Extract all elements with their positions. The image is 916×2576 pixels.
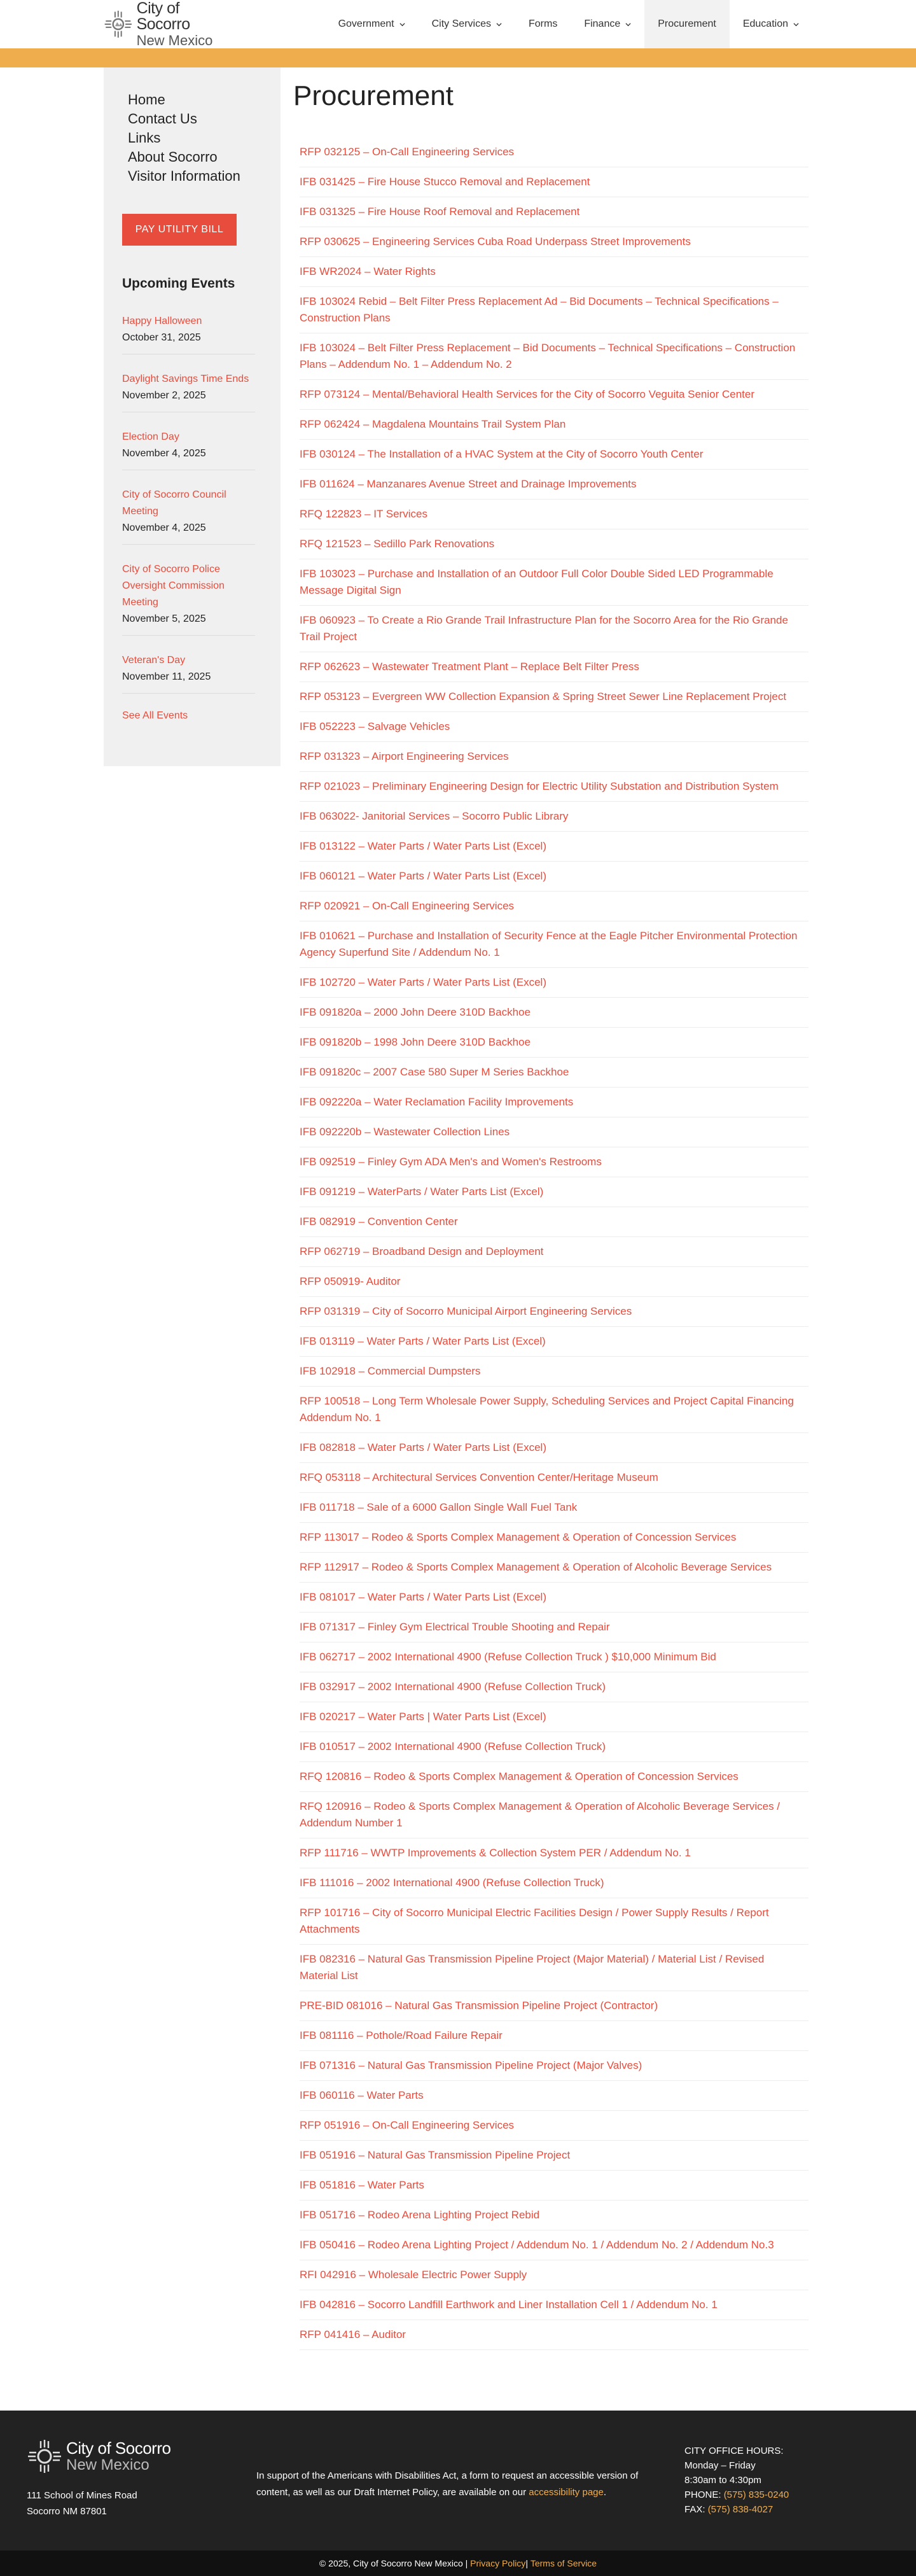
sidebar <box>104 67 281 766</box>
footer-ada-notice <box>256 2468 651 2501</box>
ada-text: In support of the Americans with Disabilities Act, a form to request an accessible version of content, as well as our Draft Internet Policy, are available on our <box>256 2470 639 2498</box>
event-item <box>122 429 255 470</box>
logo-text <box>137 1 218 48</box>
procurement-link[interactable]: IFB 091820b – 1998 John Deere 310D Backhoe <box>300 1036 531 1048</box>
main-nav <box>325 0 812 48</box>
nav-procurement[interactable] <box>644 0 730 48</box>
fax-label: FAX: <box>684 2504 708 2515</box>
sidebar-nav <box>128 90 240 186</box>
procurement-link[interactable]: IFB 051716 – Rodeo Arena Lighting Project Rebid <box>300 2209 540 2221</box>
event-title-link[interactable]: Happy Halloween <box>122 316 202 326</box>
procurement-link[interactable]: IFB 111016 – 2002 International 4900 (Refuse Collection Truck) <box>300 1877 604 1889</box>
event-date: October 31, 2025 <box>122 332 201 343</box>
chevron-down-icon <box>793 22 799 27</box>
hours-days: Monday – Friday <box>684 2460 756 2471</box>
address-line-2: Socorro NM 87801 <box>27 2506 107 2517</box>
procurement-item <box>300 998 808 1028</box>
procurement-link[interactable]: PRE-BID 081016 – Natural Gas Transmission Pipeline Project (Contractor) <box>300 1999 658 2012</box>
procurement-link[interactable]: RFP 031319 – City of Socorro Municipal Airport Engineering Services <box>300 1305 632 1317</box>
procurement-item <box>300 380 808 410</box>
procurement-item <box>300 410 808 440</box>
procurement-link[interactable]: RFP 020921 – On-Call Engineering Services <box>300 900 515 912</box>
procurement-link[interactable]: IFB 031325 – Fire House Roof Removal and Replacement <box>300 206 580 218</box>
procurement-item <box>300 1028 808 1058</box>
procurement-link[interactable]: IFB 082818 – Water Parts / Water Parts List (Excel) <box>300 1441 546 1453</box>
hours-time: 8:30am to 4:30pm <box>684 2475 761 2486</box>
event-item <box>122 652 255 694</box>
procurement-item <box>300 1357 808 1387</box>
procurement-item <box>300 2171 808 2201</box>
procurement-link[interactable]: IFB 103024 – Belt Filter Press Replacement – Bid Documents – Technical Specifications – Construction Plans – Addendum No. 1 – Addendum No. 2 <box>300 342 796 370</box>
procurement-item <box>300 1838 808 1868</box>
procurement-item <box>300 968 808 998</box>
procurement-link[interactable]: RFP 062623 – Wastewater Treatment Plant – Replace Belt Filter Press <box>300 661 639 673</box>
procurement-item <box>300 1117 808 1147</box>
event-item <box>122 487 255 545</box>
nav-city-services[interactable] <box>419 0 515 48</box>
procurement-link[interactable]: IFB 013122 – Water Parts / Water Parts List (Excel) <box>300 840 546 852</box>
procurement-link[interactable]: IFB 071316 – Natural Gas Transmission Pipeline Project (Major Valves) <box>300 2059 642 2071</box>
separator: | <box>525 2558 528 2568</box>
procurement-link[interactable]: RFP 053123 – Evergreen WW Collection Expansion & Spring Street Sewer Line Replacement Project <box>300 690 787 703</box>
procurement-link[interactable]: RFP 041416 – Auditor <box>300 2328 406 2341</box>
procurement-link[interactable]: IFB 081017 – Water Parts / Water Parts List (Excel) <box>300 1591 546 1603</box>
pay-utility-bill-button[interactable]: PAY UTILITY BILL <box>122 214 237 246</box>
see-all-events-link[interactable]: See All Events <box>122 710 188 721</box>
procurement-link[interactable]: IFB 091219 – WaterParts / Water Parts List (Excel) <box>300 1186 544 1198</box>
procurement-item <box>300 2111 808 2141</box>
procurement-item <box>300 1297 808 1327</box>
procurement-link[interactable]: IFB 010621 – Purchase and Installation of Security Fence at the Eagle Pitcher Environmental Protection Agency Superfund Site / Addendum No. 1 <box>300 930 798 958</box>
procurement-item <box>300 2081 808 2111</box>
procurement-link[interactable]: RFP 031323 – Airport Engineering Services <box>300 750 509 762</box>
event-item <box>122 313 255 354</box>
procurement-item <box>300 2290 808 2320</box>
procurement-item <box>300 862 808 892</box>
footer-address <box>27 2488 137 2519</box>
procurement-link[interactable]: RFQ 053118 – Architectural Services Convention Center/Heritage Museum <box>300 1471 658 1483</box>
procurement-item <box>300 1237 808 1267</box>
ada-end: . <box>603 2487 607 2498</box>
procurement-link[interactable]: IFB 103024 Rebid – Belt Filter Press Replacement Ad – Bid Documents – Technical Specifications – Construction Plans <box>300 295 779 324</box>
logo-state: New Mexico <box>136 32 213 48</box>
procurement-link[interactable]: IFB 102720 – Water Parts / Water Parts List (Excel) <box>300 976 546 988</box>
procurement-item <box>300 1792 808 1838</box>
procurement-item <box>300 1702 808 1732</box>
nav-label: Procurement <box>658 18 716 29</box>
procurement-link[interactable]: RFP 112917 – Rodeo & Sports Complex Management & Operation of Alcoholic Beverage Services <box>300 1561 772 1573</box>
address-line-1: 111 School of Mines Road <box>27 2490 137 2501</box>
procurement-item <box>300 712 808 742</box>
procurement-link[interactable]: RFP 100518 – Long Term Wholesale Power Supply, Scheduling Services and Project Capital Financing Addendum No. 1 <box>300 1395 794 1424</box>
procurement-item <box>300 892 808 921</box>
procurement-item <box>300 1898 808 1945</box>
events-list <box>122 313 255 722</box>
procurement-link[interactable]: RFP 032125 – On-Call Engineering Services <box>300 146 515 158</box>
header-accent-bar <box>0 48 916 67</box>
event-item <box>122 371 255 412</box>
procurement-link[interactable]: IFB 011624 – Manzanares Avenue Street and Drainage Improvements <box>300 478 637 490</box>
procurement-item <box>300 559 808 606</box>
footer-logo-city: City of Socorro <box>66 2439 171 2458</box>
procurement-item <box>300 1672 808 1702</box>
zia-sun-logo-icon <box>104 6 133 42</box>
copyright-text: © 2025, City of Socorro New Mexico | <box>319 2558 468 2568</box>
procurement-item <box>300 2021 808 2051</box>
procurement-link[interactable]: IFB 082316 – Natural Gas Transmission Pipeline Project (Major Material) / Material List / Revised Material List <box>300 1953 765 1982</box>
fax-line <box>684 2502 789 2517</box>
procurement-link[interactable]: IFB 031425 – Fire House Stucco Removal and Replacement <box>300 176 590 188</box>
procurement-link[interactable]: IFB 091820c – 2007 Case 580 Super M Series Backhoe <box>300 1066 569 1078</box>
procurement-item <box>300 1945 808 1991</box>
site-logo[interactable] <box>104 0 218 48</box>
procurement-item <box>300 1058 808 1088</box>
chevron-down-icon <box>625 22 631 27</box>
procurement-item <box>300 1147 808 1177</box>
nav-label: City Services <box>431 18 491 29</box>
procurement-item <box>300 2201 808 2230</box>
procurement-list <box>300 137 808 2350</box>
phone-line <box>684 2488 789 2502</box>
procurement-link[interactable]: IFB 052223 – Salvage Vehicles <box>300 720 450 732</box>
nav-finance[interactable] <box>571 0 644 48</box>
nav-label: Education <box>742 18 788 29</box>
nav-government[interactable] <box>325 0 419 48</box>
procurement-item <box>300 1387 808 1433</box>
procurement-link[interactable]: IFB 092519 – Finley Gym ADA Men's and Women's Restrooms <box>300 1156 602 1168</box>
procurement-item <box>300 1207 808 1237</box>
nav-label: Forms <box>528 18 558 29</box>
procurement-item <box>300 1613 808 1642</box>
procurement-item <box>300 1177 808 1207</box>
site-header <box>0 0 916 48</box>
procurement-item <box>300 1732 808 1762</box>
event-date: November 4, 2025 <box>122 522 206 533</box>
procurement-item <box>300 772 808 802</box>
procurement-link[interactable]: IFB 092220b – Wastewater Collection Lines <box>300 1126 510 1138</box>
site-footer <box>0 2411 916 2551</box>
procurement-link[interactable]: RFP 050919- Auditor <box>300 1275 401 1287</box>
footer-logo-state: New Mexico <box>66 2456 149 2474</box>
sidebar-link-contact-us[interactable]: Contact Us <box>128 111 197 127</box>
procurement-item <box>300 2051 808 2081</box>
terms-of-service-link[interactable]: Terms of Service <box>530 2558 597 2568</box>
procurement-link[interactable]: RFP 113017 – Rodeo & Sports Complex Management & Operation of Concession Services <box>300 1531 737 1543</box>
procurement-link[interactable]: RFP 111716 – WWTP Improvements & Collection System PER / Addendum No. 1 <box>300 1847 691 1859</box>
procurement-link[interactable]: RFP 030625 – Engineering Services Cuba Road Underpass Street Improvements <box>300 235 691 248</box>
nav-label: Finance <box>584 18 621 29</box>
procurement-item <box>300 742 808 772</box>
procurement-item <box>300 1583 808 1613</box>
event-date: November 11, 2025 <box>122 671 211 682</box>
logo-city: City of Socorro <box>136 0 190 33</box>
procurement-item <box>300 1088 808 1117</box>
procurement-item <box>300 529 808 559</box>
event-title-link[interactable]: Veteran's Day <box>122 655 186 666</box>
page-title: Procurement <box>293 80 454 111</box>
procurement-link[interactable]: IFB 060121 – Water Parts / Water Parts List (Excel) <box>300 870 546 882</box>
procurement-item <box>300 1868 808 1898</box>
procurement-link[interactable]: RFP 021023 – Preliminary Engineering Design for Electric Utility Substation and Distribution System <box>300 780 779 792</box>
procurement-link[interactable]: IFB 032917 – 2002 International 4900 (Refuse Collection Truck) <box>300 1681 606 1693</box>
procurement-item <box>300 2230 808 2260</box>
procurement-item <box>300 1267 808 1297</box>
procurement-link[interactable]: IFB 092220a – Water Reclamation Facility Improvements <box>300 1096 574 1108</box>
procurement-item <box>300 1463 808 1493</box>
procurement-link[interactable]: IFB 020217 – Water Parts | Water Parts List (Excel) <box>300 1711 546 1723</box>
procurement-link[interactable]: IFB 050416 – Rodeo Arena Lighting Project / Addendum No. 1 / Addendum No. 2 / Addendum No.3 <box>300 2239 774 2251</box>
nav-education[interactable] <box>730 0 812 48</box>
procurement-item <box>300 1553 808 1583</box>
procurement-link[interactable]: IFB 082919 – Convention Center <box>300 1215 458 1228</box>
privacy-policy-link[interactable]: Privacy Policy <box>470 2558 526 2568</box>
procurement-link[interactable]: RFP 101716 – City of Socorro Municipal Electric Facilities Design / Power Supply Results / Report Attachments <box>300 1907 769 1935</box>
procurement-link[interactable]: RFQ 120816 – Rodeo & Sports Complex Management & Operation of Concession Services <box>300 1770 739 1782</box>
procurement-item <box>300 2141 808 2171</box>
procurement-item <box>300 1762 808 1792</box>
event-date: November 2, 2025 <box>122 390 206 401</box>
procurement-link[interactable]: IFB 062717 – 2002 International 4900 (Refuse Collection Truck ) $10,000 Minimum Bid <box>300 1651 716 1663</box>
procurement-item <box>300 606 808 652</box>
procurement-item <box>300 470 808 500</box>
procurement-link[interactable]: IFB 060923 – To Create a Rio Grande Trail Infrastructure Plan for the Socorro Area for the Rio Grande Trail Project <box>300 614 788 643</box>
sidebar-link-visitor-information[interactable]: Visitor Information <box>128 168 240 184</box>
procurement-link[interactable]: RFP 073124 – Mental/Behavioral Health Services for the City of Socorro Veguita Senior Center <box>300 388 755 400</box>
zia-sun-logo-icon <box>27 2439 62 2474</box>
footer-office-hours <box>684 2444 789 2517</box>
procurement-item <box>300 2320 808 2350</box>
event-title-link[interactable]: City of Socorro Police Oversight Commission Meeting <box>122 564 225 608</box>
sidebar-link-links[interactable]: Links <box>128 130 161 146</box>
event-item <box>122 561 255 636</box>
phone-link[interactable]: (575) 835-0240 <box>723 2489 789 2500</box>
procurement-link[interactable]: RFQ 122823 – IT Services <box>300 508 427 520</box>
footer-logo[interactable] <box>27 2439 170 2474</box>
chevron-down-icon <box>496 22 502 27</box>
event-title-link[interactable]: Daylight Savings Time Ends <box>122 374 249 384</box>
procurement-item <box>300 500 808 529</box>
procurement-link[interactable]: IFB 051916 – Natural Gas Transmission Pipeline Project <box>300 2149 571 2161</box>
procurement-item <box>300 1327 808 1357</box>
procurement-link[interactable]: RFQ 121523 – Sedillo Park Renovations <box>300 538 495 550</box>
procurement-item <box>300 921 808 968</box>
procurement-item <box>300 2260 808 2290</box>
procurement-link[interactable]: IFB 010517 – 2002 International 4900 (Refuse Collection Truck) <box>300 1740 606 1753</box>
procurement-item <box>300 1433 808 1463</box>
procurement-link[interactable]: IFB 103023 – Purchase and Installation of an Outdoor Full Color Double Sided LED Programmable Message Digital Sign <box>300 568 774 596</box>
procurement-link[interactable]: IFB 011718 – Sale of a 6000 Gallon Single Wall Fuel Tank <box>300 1501 578 1513</box>
procurement-item <box>300 1523 808 1553</box>
procurement-link[interactable]: IFB WR2024 – Water Rights <box>300 265 436 277</box>
procurement-link[interactable]: RFP 062424 – Magdalena Mountains Trail System Plan <box>300 418 566 430</box>
nav-label: Government <box>338 18 394 29</box>
procurement-link[interactable]: IFB 051816 – Water Parts <box>300 2179 424 2191</box>
procurement-item <box>300 333 808 380</box>
procurement-link[interactable]: IFB 063022- Janitorial Services – Socorro Public Library <box>300 810 569 822</box>
procurement-item <box>300 257 808 287</box>
procurement-item <box>300 832 808 862</box>
upcoming-events-heading: Upcoming Events <box>122 276 235 291</box>
fax-link[interactable]: (575) 838-4027 <box>707 2504 774 2515</box>
procurement-link[interactable]: IFB 060116 – Water Parts <box>300 2089 424 2101</box>
procurement-item <box>300 440 808 470</box>
procurement-item <box>300 1642 808 1672</box>
accessibility-page-link[interactable]: accessibility page <box>529 2487 604 2498</box>
phone-label: PHONE: <box>684 2489 724 2500</box>
procurement-item <box>300 1493 808 1523</box>
procurement-item <box>300 137 808 167</box>
procurement-item <box>300 802 808 832</box>
procurement-link[interactable]: IFB 102918 – Commercial Dumpsters <box>300 1365 481 1377</box>
event-date: November 4, 2025 <box>122 448 206 459</box>
event-date: November 5, 2025 <box>122 613 206 624</box>
procurement-item <box>300 167 808 197</box>
procurement-link[interactable]: IFB 042816 – Socorro Landfill Earthwork and Liner Installation Cell 1 / Addendum No. 1 <box>300 2299 718 2311</box>
procurement-item <box>300 197 808 227</box>
procurement-link[interactable]: IFB 081116 – Pothole/Road Failure Repair <box>300 2029 503 2041</box>
procurement-link[interactable]: IFB 091820a – 2000 John Deere 310D Backhoe <box>300 1006 531 1018</box>
procurement-link[interactable]: RFQ 120916 – Rodeo & Sports Complex Management & Operation of Alcoholic Beverage Services / Addendum Number 1 <box>300 1800 781 1829</box>
procurement-item <box>300 682 808 712</box>
event-title-link[interactable]: Election Day <box>122 431 179 442</box>
procurement-link[interactable]: RFP 051916 – On-Call Engineering Services <box>300 2119 515 2131</box>
procurement-item <box>300 287 808 333</box>
procurement-link[interactable]: RFP 062719 – Broadband Design and Deployment <box>300 1245 544 1257</box>
sidebar-link-home[interactable]: Home <box>128 92 165 108</box>
sidebar-link-about-socorro[interactable]: About Socorro <box>128 149 218 165</box>
copyright-bar <box>0 2551 916 2576</box>
event-title-link[interactable]: City of Socorro Council Meeting <box>122 489 226 517</box>
header-inner <box>104 0 812 48</box>
nav-forms[interactable] <box>515 0 571 48</box>
procurement-link[interactable]: IFB 030124 – The Installation of a HVAC System at the City of Socorro Youth Center <box>300 448 704 460</box>
procurement-link[interactable]: IFB 071317 – Finley Gym Electrical Trouble Shooting and Repair <box>300 1621 610 1633</box>
procurement-item <box>300 652 808 682</box>
procurement-link[interactable]: RFI 042916 – Wholesale Electric Power Supply <box>300 2269 527 2281</box>
procurement-item <box>300 1991 808 2021</box>
chevron-down-icon <box>399 22 405 27</box>
procurement-item <box>300 227 808 257</box>
hours-title: CITY OFFICE HOURS: <box>684 2446 784 2456</box>
footer-logo-text <box>66 2440 170 2473</box>
procurement-link[interactable]: IFB 013119 – Water Parts / Water Parts List (Excel) <box>300 1335 546 1347</box>
